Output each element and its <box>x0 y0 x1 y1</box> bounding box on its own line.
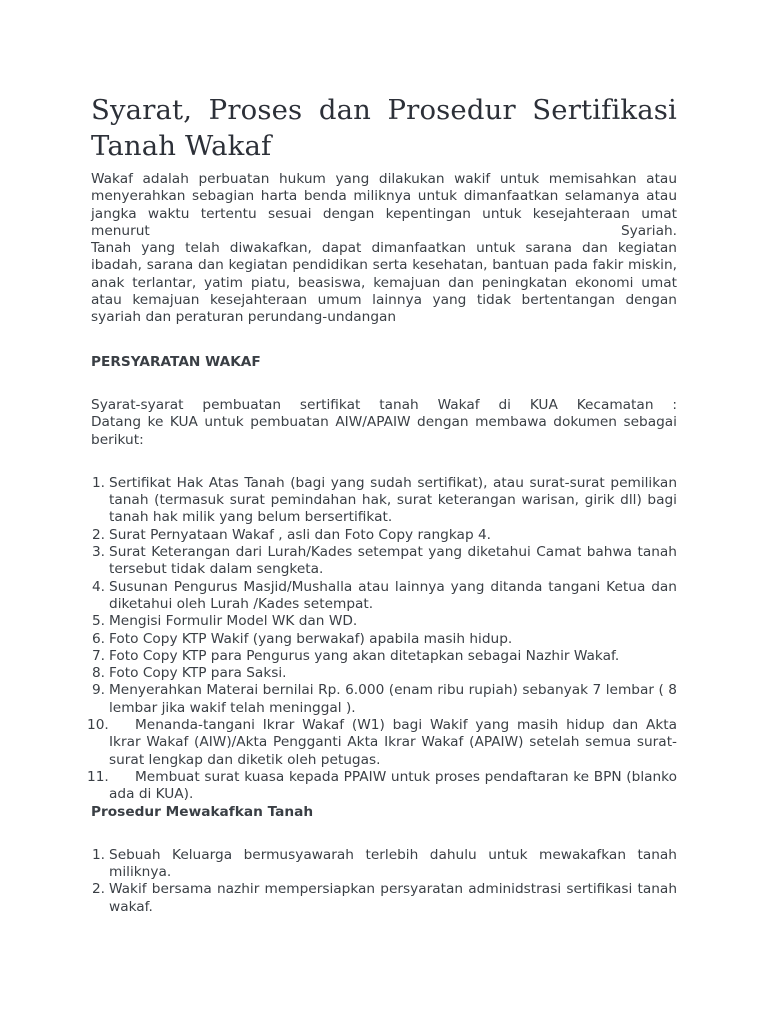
list-item <box>91 475 677 527</box>
section-heading-prosedur: Prosedur Mewakafkan Tanah <box>91 803 314 820</box>
section-heading-persyaratan: PERSYARATAN WAKAF <box>91 353 261 370</box>
intro-paragraph-2: Tanah yang telah diwakafkan, dapat dimanfaatkan untuk sarana dan kegiatan ibadah, sarana dan kegiatan pendidikan serta kesehatan, bantuan pada fakir miskin, anak terlantar, yatim piatu, beasiswa, kemajuan dan peningkatan ekonomi umat atau kemajuan kesejahteraan umum lainnya yang tidak bertentangan dengan syariah dan peraturan perundang-undangan <box>91 240 677 326</box>
intro-paragraph-1-text: Wakaf adalah perbuatan hukum yang dilakukan wakif untuk memisahkan atau menyerahkan sebagian harta benda miliknya untuk dimanfaatkan selamanya atau jangka waktu tertentu sesuai dengan kepentingan untuk kesejahteraan umat menurut Syariah. <box>91 171 677 239</box>
list-item <box>87 768 677 804</box>
list-item-number: 1. <box>91 846 105 863</box>
list-item-text: Susunan Pengurus Masjid/Mushalla atau lainnya yang ditanda tangani Ketua dan diketahui oleh Lurah /Kades setempat. <box>109 578 677 612</box>
list-item-number: 3. <box>91 544 105 561</box>
list-item-text: Foto Copy KTP Wakif (yang berwakaf) apabila masih hidup. <box>109 630 513 647</box>
list-item <box>91 648 677 665</box>
list-item-number: 9. <box>91 682 105 699</box>
list-item <box>91 881 677 916</box>
list-item-text: Mengisi Formulir Model WK dan WD. <box>109 613 358 630</box>
list-item-text: Wakif bersama nazhir mempersiapkan persyaratan adminidstrasi sertifikasi tanah wakaf. <box>109 881 677 915</box>
list-item <box>91 613 677 630</box>
list-item <box>87 717 677 769</box>
requirements-list <box>87 474 677 804</box>
list-item-text: Menyerahkan Materai bernilai Rp. 6.000 (enam ribu rupiah) sebanyak 7 lembar ( 8 lembar jika wakif telah meninggal ). <box>109 682 677 716</box>
list-item-number: 10. <box>87 717 109 734</box>
list-item <box>91 579 677 614</box>
list-item <box>91 544 677 579</box>
document-title: Syarat, Proses dan Prosedur Sertifikasi Tanah Wakaf <box>91 94 677 162</box>
list-item-number: 11. <box>87 768 109 785</box>
list-item-text: Sertifikat Hak Atas Tanah (bagi yang sudah sertifikat), atau surat-surat pemilikan tanah (termasuk surat pemindahan hak, surat keterangan warisan, girik dll) bagi tanah hak milik yang belum bersertifikat. <box>109 474 677 526</box>
list-item-number: 2. <box>91 526 105 543</box>
list-item-number: 1. <box>91 474 105 491</box>
procedure-list <box>91 847 677 916</box>
list-item-number: 5. <box>91 613 105 630</box>
list-item-number: 7. <box>91 647 105 664</box>
list-item <box>91 631 677 648</box>
list-item-number: 6. <box>91 630 105 647</box>
section-1-intro-line-1: Syarat-syarat pembuatan sertifikat tanah Wakaf di KUA Kecamatan : <box>91 396 677 413</box>
list-item-number: 8. <box>91 665 105 682</box>
list-item-text: Foto Copy KTP para Pengurus yang akan ditetapkan sebagai Nazhir Wakaf. <box>109 647 620 664</box>
list-item <box>91 847 677 882</box>
list-item-text: Surat Pernyataan Wakaf , asli dan Foto Copy rangkap 4. <box>109 526 492 543</box>
section-1-intro-line-2: Datang ke KUA untuk pembuatan AIW/APAIW dengan membawa dokumen sebagai berikut: <box>91 414 677 448</box>
document-page <box>87 92 677 916</box>
list-item-text: Membuat surat kuasa kepada PPAIW untuk proses pendaftaran ke BPN (blanko ada di KUA). <box>109 768 677 803</box>
list-item <box>91 665 677 682</box>
list-item-number: 2. <box>91 881 105 898</box>
list-item-text: Menanda-tangani Ikrar Wakaf (W1) bagi Wakif yang masih hidup dan Akta Ikrar Wakaf (AIW)/Akta Pengganti Akta Ikrar Wakaf (APAIW) setelah semua surat-surat lengkap dan diketik oleh petugas. <box>109 717 677 768</box>
list-item-text: Sebuah Keluarga bermusyawarah terlebih dahulu untuk mewakafkan tanah miliknya. <box>109 846 677 881</box>
list-item-number: 4. <box>91 578 105 595</box>
list-item-text: Surat Keterangan dari Lurah/Kades setempat yang diketahui Camat bahwa tanah tersebut tidak dalam sengketa. <box>109 544 677 578</box>
list-item <box>91 527 677 544</box>
list-item <box>91 682 677 717</box>
list-item-text: Foto Copy KTP para Saksi. <box>109 665 287 682</box>
intro-paragraph-1 <box>91 171 677 240</box>
